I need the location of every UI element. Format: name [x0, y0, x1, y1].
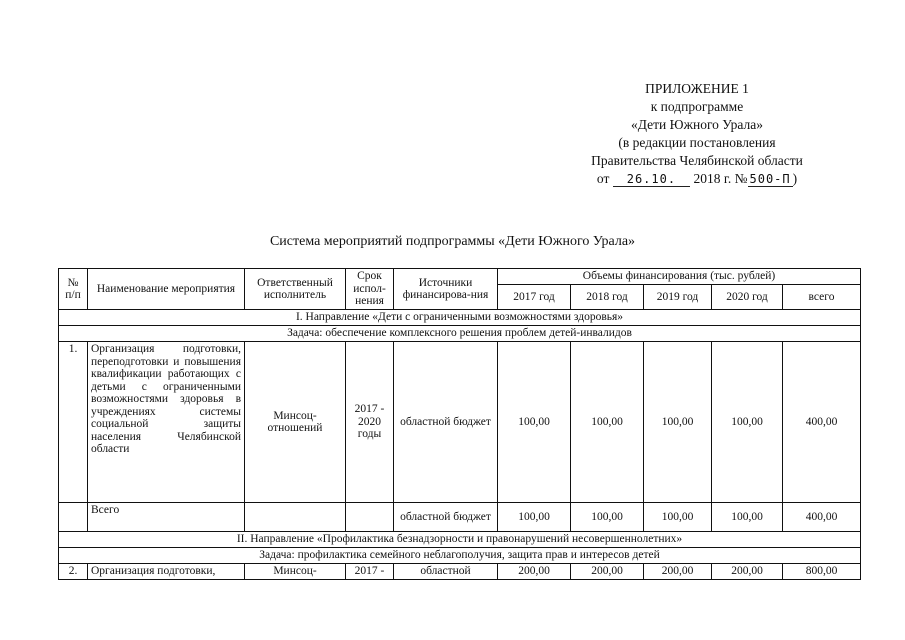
total-sum: 400,00 — [783, 503, 861, 532]
table-row — [59, 342, 861, 503]
appendix-label: ПРИЛОЖЕНИЕ 1 — [645, 81, 749, 96]
direction-1-title: I. Направление «Дети с ограниченными возможностями здоровья» — [59, 310, 861, 326]
row-name: Организация подготовки, — [88, 564, 245, 580]
col-header-2017: 2017 год — [498, 285, 571, 310]
date-prefix: от — [596, 171, 610, 186]
col-header-2019: 2019 год — [644, 285, 712, 310]
total-num — [59, 503, 88, 532]
appendix-government: Правительства Челябинской области — [591, 153, 803, 168]
direction-row — [59, 532, 861, 548]
total-source: областной бюджет — [394, 503, 498, 532]
total-term — [346, 503, 394, 532]
col-header-funding: Объемы финансирования (тыс. рублей) — [498, 269, 861, 285]
col-header-total: всего — [783, 285, 861, 310]
task-row — [59, 326, 861, 342]
table-row — [59, 564, 861, 580]
row-2019: 100,00 — [644, 342, 712, 503]
row-2018: 100,00 — [571, 342, 644, 503]
handwritten-date: 26.10. — [613, 173, 690, 187]
row-executor: Минсоц-отношений — [245, 342, 346, 503]
appendix-date-line — [547, 170, 847, 188]
total-2017: 100,00 — [498, 503, 571, 532]
col-header-num: № п/п — [59, 269, 88, 310]
row-total: 400,00 — [783, 342, 861, 503]
col-header-2020: 2020 год — [712, 285, 783, 310]
appendix-edition-note: (в редакции постановления — [618, 135, 776, 150]
row-2017: 200,00 — [498, 564, 571, 580]
col-header-source: Источники финансирова-ния — [394, 269, 498, 310]
row-source: областной — [394, 564, 498, 580]
direction-2-title: II. Направление «Профилактика безнадзорности и правонарушений несовершеннолетних» — [59, 532, 861, 548]
handwritten-doc-number: 500-П — [749, 172, 791, 186]
table-total-row — [59, 503, 861, 532]
col-header-2018: 2018 год — [571, 285, 644, 310]
total-2018: 100,00 — [571, 503, 644, 532]
task-1-title: Задача: обеспечение комплексного решения проблем детей-инвалидов — [59, 326, 861, 342]
row-2020: 100,00 — [712, 342, 783, 503]
task-row — [59, 548, 861, 564]
appendix-header — [547, 80, 847, 188]
row-source: областной бюджет — [394, 342, 498, 503]
total-executor — [245, 503, 346, 532]
row-name: Организация подготовки, переподготовки и повышения квалификации работающих с детьми с ограниченными возможностями здоровья в учреждениях системы социальной защиты населения Челябинской области — [88, 342, 245, 503]
document-title: Система мероприятий подпрограммы «Дети Южного Урала» — [269, 234, 636, 249]
row-num: 2. — [59, 564, 88, 580]
measures-table — [58, 268, 861, 580]
row-total: 800,00 — [783, 564, 861, 580]
appendix-subprogram-ref: к подпрограмме — [650, 99, 744, 114]
row-term: 2017 - 2020 годы — [346, 342, 394, 503]
total-2020: 100,00 — [712, 503, 783, 532]
col-header-term: Срок испол-нения — [346, 269, 394, 310]
row-term: 2017 - — [346, 564, 394, 580]
table-header-row-1 — [59, 269, 861, 285]
row-2017: 100,00 — [498, 342, 571, 503]
row-2018: 200,00 — [571, 564, 644, 580]
col-header-executor: Ответственный исполнитель — [245, 269, 346, 310]
col-header-name: Наименование мероприятия — [88, 269, 245, 310]
row-2019: 200,00 — [644, 564, 712, 580]
date-year: 2018 г. № — [693, 171, 748, 186]
row-executor: Минсоц- — [245, 564, 346, 580]
row-2020: 200,00 — [712, 564, 783, 580]
direction-row — [59, 310, 861, 326]
appendix-subprogram-name: «Дети Южного Урала» — [631, 117, 763, 132]
task-2-title: Задача: профилактика семейного неблагополучия, защита прав и интересов детей — [59, 548, 861, 564]
row-num: 1. — [59, 342, 88, 503]
date-close: ) — [792, 171, 798, 186]
total-label: Всего — [88, 503, 245, 532]
total-2019: 100,00 — [644, 503, 712, 532]
